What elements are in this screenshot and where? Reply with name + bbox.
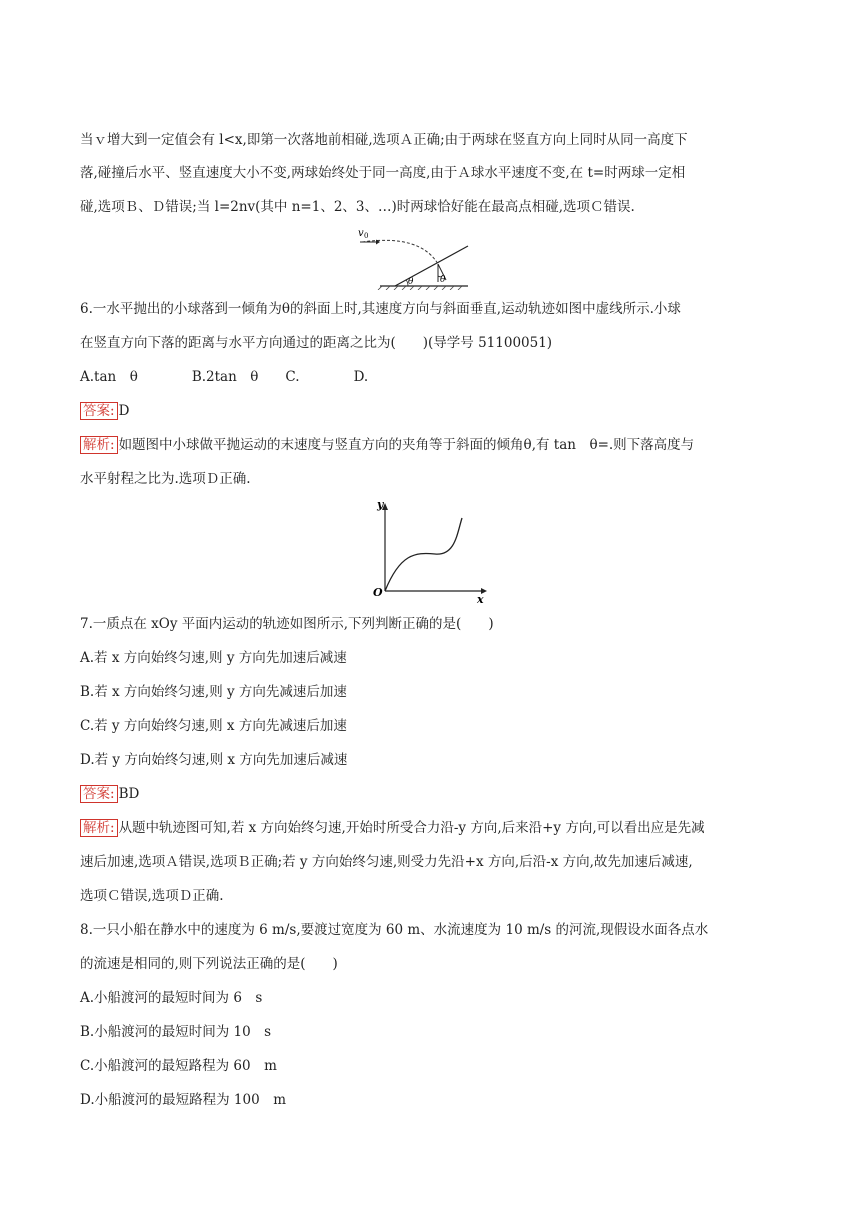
q8-stem-line: 8.一只小船在静水中的速度为 6 m/s,要渡过宽度为 60 m、水流速度为 10 m/s 的河流,现假设水面各点水 (80, 922, 709, 938)
q8-option: A.小船渡河的最短时间为 6 s (80, 990, 263, 1006)
analysis-tag: 解析: (80, 819, 118, 837)
q7-answer-value: BD (118, 786, 140, 802)
xoy-trajectory-figure (365, 494, 495, 606)
incline-line (395, 246, 468, 286)
answer-tag: 答案: (80, 785, 118, 803)
trajectory-curve (385, 518, 462, 591)
trajectory-dashed (362, 240, 438, 264)
theta-label-2: θ (440, 275, 446, 285)
q7-option: C.若 y 方向始终匀速,则 x 方向先减速后加速 (80, 718, 347, 734)
q8-option: D.小船渡河的最短路程为 100 m (80, 1092, 286, 1108)
q6-options: A.tan θ B.2tan θ C. D. (80, 369, 369, 385)
q6-stem-line: 6.一水平抛出的小球落到一倾角为θ的斜面上时,其速度方向与斜面垂直,运动轨迹如图中虚线所示.小球 (80, 301, 681, 317)
q7-analysis-line: 选项Ｃ错误,选项Ｄ正确. (80, 888, 224, 904)
answer-tag: 答案: (80, 402, 118, 420)
q7-option: A.若 x 方向始终匀速,则 y 方向先加速后减速 (80, 650, 347, 666)
q7-option: B.若 x 方向始终匀速,则 y 方向先减速后加速 (80, 684, 347, 700)
v0-subscript: 0 (364, 232, 369, 240)
x-axis-label: x (477, 593, 484, 606)
q6-stem-line: 在竖直方向下落的距离与水平方向通过的距离之比为( )(导学号 51100051) (80, 335, 553, 351)
q6-analysis-text: 如题图中小球做平抛运动的末速度与竖直方向的夹角等于斜面的倾角θ,有 tan θ=.则下落高度与 (118, 437, 695, 453)
q7-analysis-text: 从题中轨迹图可知,若 x 方向始终匀速,开始时所受合力沿-y 方向,后来沿+y 方向,可以看出应是先减 (118, 820, 705, 836)
ground-hatching (378, 286, 462, 290)
q7-answer (80, 784, 780, 804)
q7-stem: 7.一质点在 xOy 平面内运动的轨迹如图所示,下列判断正确的是( ) (80, 616, 494, 632)
analysis-tag: 解析: (80, 436, 118, 454)
prev-paragraph-line: 碰,选项Ｂ、Ｄ错误;当 l=2nv(其中 n=1、2、3、…)时两球恰好能在最高点相碰,选项Ｃ错误. (80, 199, 635, 215)
y-axis-label: y (377, 498, 384, 511)
q6-answer (80, 401, 780, 421)
q8-option: B.小船渡河的最短时间为 10 s (80, 1024, 272, 1040)
prev-paragraph-line: 落,碰撞后水平、竖直速度大小不变,两球始终处于同一高度,由于Ａ球水平速度不变,在 t=时两球一定相 (80, 165, 686, 181)
theta-label-1: θ (408, 277, 414, 287)
origin-label: O (373, 586, 383, 599)
q6-analysis-line (80, 435, 780, 455)
q6-answer-value: D (118, 403, 130, 419)
q8-option: C.小船渡河的最短路程为 60 m (80, 1058, 277, 1074)
prev-paragraph-line: 当ｖ增大到一定值会有 l<x,即第一次落地前相碰,选项Ａ正确;由于两球在竖直方向上同时从同一高度下 (80, 132, 688, 148)
q8-stem-line: 的流速是相同的,则下列说法正确的是( ) (80, 956, 338, 972)
v0-label: v (358, 228, 364, 239)
q7-analysis-line (80, 818, 780, 838)
q7-option: D.若 y 方向始终匀速,则 x 方向先加速后减速 (80, 752, 348, 768)
q7-analysis-line: 速后加速,选项Ａ错误,选项Ｂ正确;若 y 方向始终匀速,则受力先沿+x 方向,后沿-x 方向,故先加速后减速, (80, 854, 693, 870)
q6-analysis-line: 水平射程之比为.选项Ｄ正确. (80, 471, 251, 487)
incline-projectile-figure (350, 224, 470, 290)
